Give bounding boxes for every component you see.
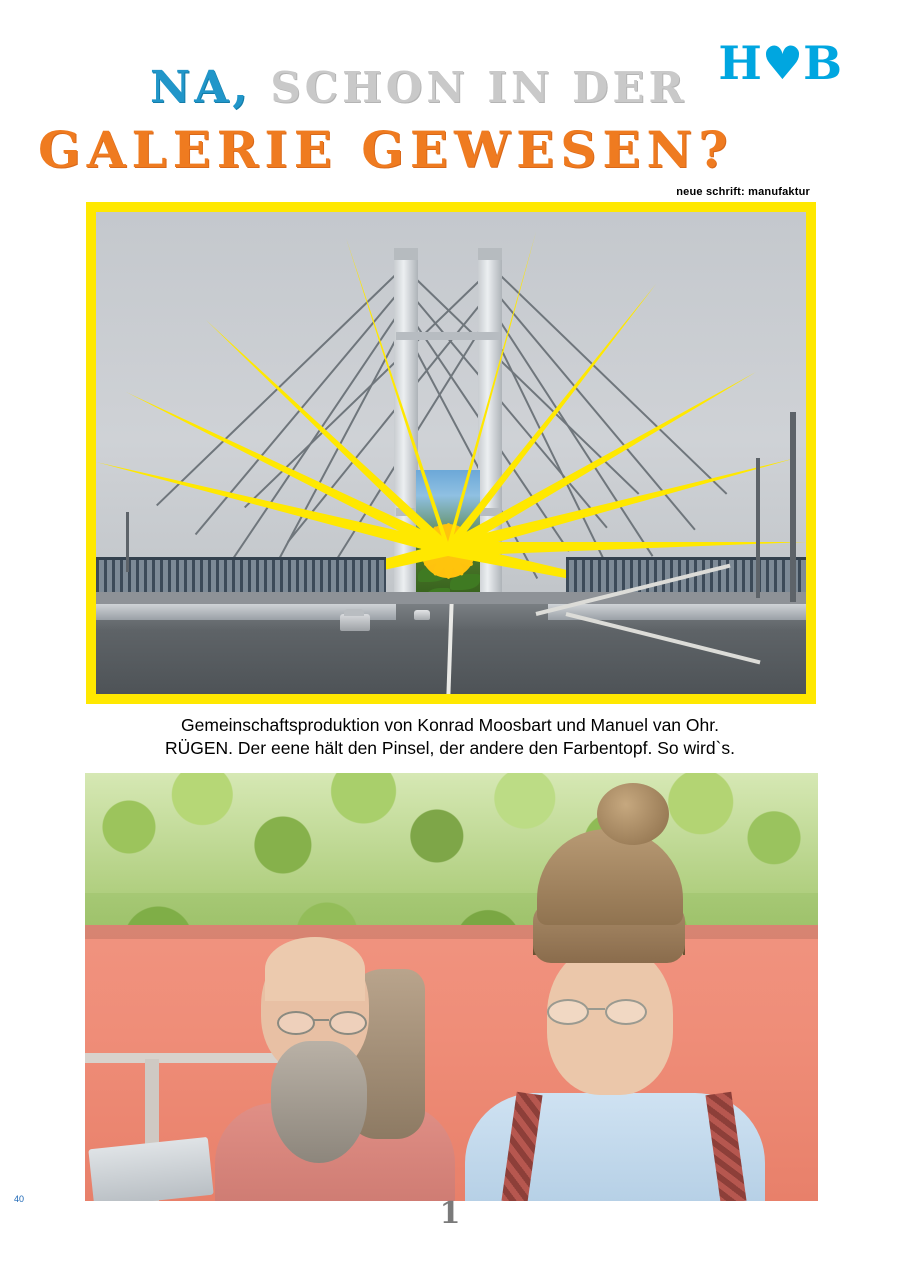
lamp-post-icon xyxy=(790,412,796,602)
page-number-superscript: 40 xyxy=(14,1194,25,1204)
caption-line-2: RÜGEN. Der eene hält den Pinsel, der andere den Farbentopf. So wird`s. xyxy=(164,738,736,758)
font-note: neue schrift: manufaktur xyxy=(676,186,810,198)
page-title-line-2: GALERIE GEWESEN? xyxy=(38,120,734,179)
title-phrase-schon-in-der: SCHON IN DER xyxy=(270,63,688,112)
lamp-post-icon xyxy=(756,458,760,598)
man-left-forehead xyxy=(265,937,365,1001)
laptop-icon xyxy=(88,1137,213,1201)
glasses-icon xyxy=(277,1011,387,1031)
man-left-beard xyxy=(271,1041,367,1163)
page-title-line-1 xyxy=(150,62,790,114)
hvb-logo: H♥B xyxy=(718,36,842,90)
bridge-image-frame xyxy=(86,202,816,704)
pylon-tower-icon xyxy=(126,512,129,572)
page-number: 1 xyxy=(439,1196,461,1231)
pylon-cap-left xyxy=(394,248,418,260)
sunflower-icon xyxy=(421,524,475,578)
page-header xyxy=(0,0,900,200)
pylon-crossbeam-upper xyxy=(396,332,500,340)
bridge-pylon-right xyxy=(478,256,502,608)
car-icon xyxy=(340,614,370,631)
page-footer xyxy=(0,1196,900,1231)
bridge-pylon-left xyxy=(394,256,418,608)
bridge-image xyxy=(96,212,806,694)
caption-line-1: Gemeinschaftsproduktion von Konrad Moosbart und Manuel van Ohr. xyxy=(181,715,719,735)
pylon-cap-right xyxy=(478,248,502,260)
wall-shadow xyxy=(85,925,818,939)
sunflower-window xyxy=(416,470,480,612)
glasses-icon xyxy=(547,999,671,1021)
car-icon xyxy=(414,610,430,620)
title-word-na: NA, xyxy=(150,62,252,113)
two-men-photo xyxy=(85,773,818,1201)
man-right-hair-bun xyxy=(597,783,669,845)
caption xyxy=(90,714,810,760)
